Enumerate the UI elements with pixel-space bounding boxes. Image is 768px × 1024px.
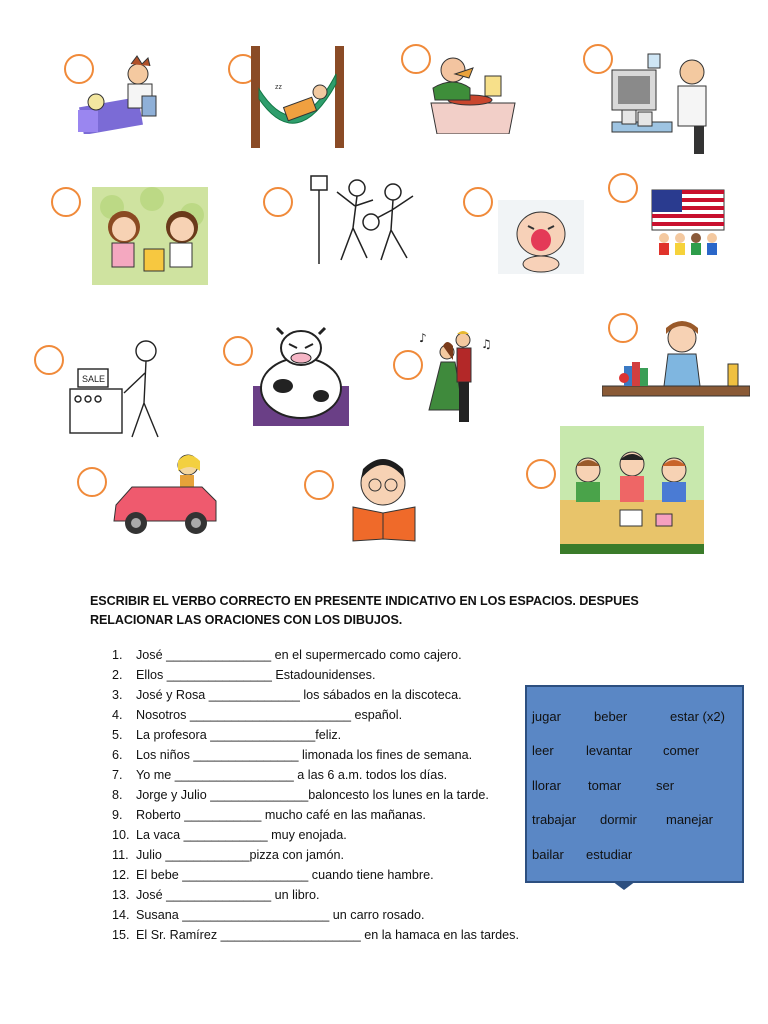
word-bank-tail: [612, 881, 636, 890]
sentence-number: 3.: [112, 688, 123, 702]
answer-circle-13[interactable]: [77, 467, 107, 497]
hammock-sleeping-picture: [245, 44, 350, 150]
answer-circle-5[interactable]: [51, 187, 81, 217]
word-bank-item: jugar: [532, 709, 561, 724]
sentence-number: 5.: [112, 728, 123, 742]
students-studying-picture: [560, 426, 704, 554]
sentence-text[interactable]: Roberto ___________ mucho café en las mañanas.: [136, 808, 426, 822]
sentence-text[interactable]: José _______________ en el supermercado como cajero.: [136, 648, 462, 662]
sentence-number: 15.: [112, 928, 130, 942]
kids-drinking-lemonade-picture: [92, 187, 208, 285]
svg-text:♪: ♪: [419, 331, 427, 345]
answer-circle-9[interactable]: [34, 345, 64, 375]
sentence-text[interactable]: Los niños _______________ limonada los fines de semana.: [136, 748, 473, 762]
word-bank-item: dormir: [600, 812, 637, 827]
sentence-number: 10.: [112, 828, 130, 842]
sentence-item: [112, 845, 519, 865]
sentence-item: [112, 665, 519, 685]
sentence-item: [112, 745, 519, 765]
sentence-number: 11.: [112, 848, 129, 862]
sentence-number: 13.: [112, 888, 130, 902]
answer-circle-6[interactable]: [263, 187, 293, 217]
american-flag-kids-picture: [650, 188, 726, 266]
sentence-text[interactable]: Yo me _________________ a las 6 a.m. todos los días.: [136, 768, 448, 782]
angry-cow-picture: [253, 326, 349, 426]
sentence-item: [112, 705, 519, 725]
sentence-text[interactable]: La profesora _______________feliz.: [136, 728, 342, 742]
word-bank-item: beber: [594, 709, 628, 724]
answer-circle-15[interactable]: [526, 459, 556, 489]
svg-text:♫: ♫: [481, 337, 492, 351]
sentence-item: [112, 885, 519, 905]
answer-circle-14[interactable]: [304, 470, 334, 500]
word-bank-item: estar (x2): [670, 709, 725, 724]
sentence-item: [112, 785, 519, 805]
girl-driving-pink-car-picture: [112, 451, 218, 539]
sentence-text[interactable]: José _______________ un libro.: [136, 888, 320, 902]
word-bank-item: ser: [656, 778, 675, 793]
sentence-number: 1.: [112, 648, 123, 662]
sentence-item: [112, 765, 519, 785]
sentence-item: [112, 725, 519, 745]
happy-teacher-picture: [602, 320, 750, 402]
sentence-text[interactable]: Julio ____________pizza con jamón.: [136, 848, 344, 862]
boy-reading-book-picture: [345, 457, 423, 543]
sentence-number: 9.: [112, 808, 123, 822]
cashier-register-picture: [66, 333, 174, 441]
sentence-text[interactable]: Susana _____________________ un carro rosado.: [136, 908, 425, 922]
sentence-text[interactable]: El bebe __________________ cuando tiene hambre.: [136, 868, 434, 882]
word-bank-item: leer: [532, 743, 554, 758]
sentence-item: [112, 925, 519, 945]
sentence-item: [112, 825, 519, 845]
word-bank-item: levantar: [586, 743, 633, 758]
word-bank-item: trabajar: [532, 812, 577, 827]
sentence-text[interactable]: Jorge y Julio ______________baloncesto los lunes en la tarde.: [136, 788, 489, 802]
sentence-number: 4.: [112, 708, 123, 722]
sentence-number: 7.: [112, 768, 123, 782]
instructions-heading: ESCRIBIR EL VERBO CORRECTO EN PRESENTE INDICATIVO EN LOS ESPACIOS. DESPUES RELACIONAR LAS ORACIONES CON LOS DIBUJOS.: [90, 594, 639, 627]
sentence-number: 2.: [112, 668, 123, 682]
answer-circle-7[interactable]: [463, 187, 493, 217]
coffee-at-computer-picture: [608, 50, 720, 156]
alarm-clock-waking-picture: [76, 52, 166, 134]
word-bank-item: tomar: [588, 778, 622, 793]
eating-pizza-picture: [425, 48, 521, 134]
svg-text:zz: zz: [275, 84, 282, 91]
sentence-item: [112, 685, 519, 705]
answer-circle-8[interactable]: [608, 173, 638, 203]
sentence-number: 8.: [112, 788, 123, 802]
sentence-item: [112, 865, 519, 885]
sentence-text[interactable]: El Sr. Ramírez ____________________ en la hamaca en las tardes.: [136, 928, 519, 942]
sentence-list: [112, 645, 519, 945]
sentence-number: 14.: [112, 908, 130, 922]
sentence-item: [112, 805, 519, 825]
sentence-number: 12.: [112, 868, 130, 882]
sentence-text[interactable]: Ellos _______________ Estadounidenses.: [136, 668, 376, 682]
word-bank-item: comer: [663, 743, 700, 758]
answer-circle-10[interactable]: [223, 336, 253, 366]
svg-text:SALE: SALE: [82, 374, 106, 384]
sentence-item: [112, 905, 519, 925]
sentence-number: 6.: [112, 748, 123, 762]
word-bank-item: manejar: [666, 812, 713, 827]
word-bank: [525, 685, 744, 883]
sentence-text[interactable]: Nosotros _______________________ español.: [136, 708, 403, 722]
word-bank-item: bailar: [532, 847, 564, 862]
word-bank-item: estudiar: [586, 847, 633, 862]
couple-dancing-picture: [417, 326, 499, 426]
word-bank-item: llorar: [532, 778, 561, 793]
sentence-text[interactable]: La vaca ____________ muy enojada.: [136, 828, 347, 842]
crying-baby-picture: [498, 200, 584, 274]
sentence-item: [112, 645, 519, 665]
sentence-text[interactable]: José y Rosa _____________ los sábados en la discoteca.: [136, 688, 462, 702]
basketball-players-picture: [307, 172, 431, 268]
